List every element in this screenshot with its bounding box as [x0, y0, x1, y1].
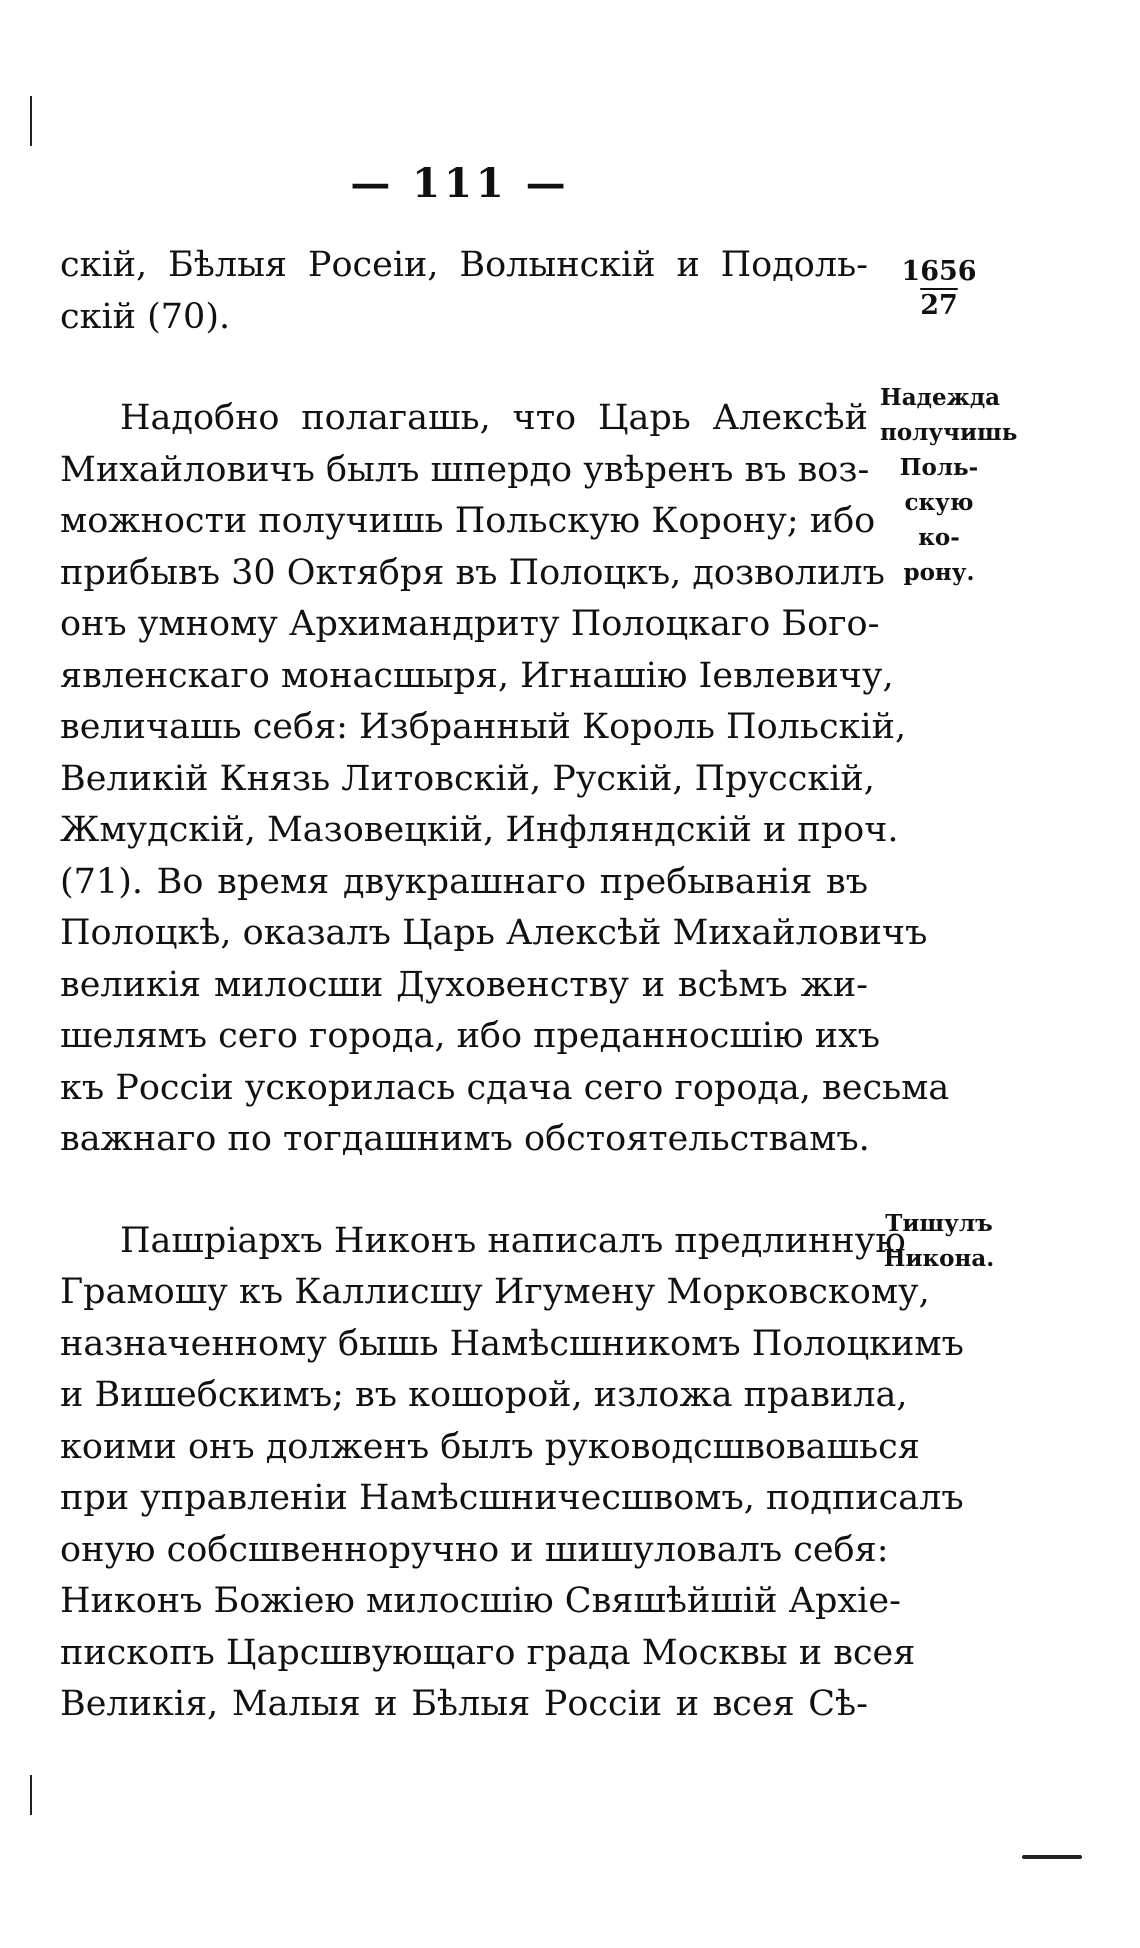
text-line: пископъ Царсшвующаго града Москвы и всея: [60, 1632, 916, 1673]
text-line: Жмудскій, Мазовецкій, Инфляндскій и проч.: [60, 810, 899, 850]
text-line: (71). Во время двукрашнаго пребыванія въ: [60, 861, 868, 902]
text-line: Надобно полагашь, что Царь Алексѣй: [120, 398, 868, 438]
paragraph-2: [60, 393, 950, 1166]
margin-day: 27: [920, 290, 958, 321]
text-line: Никонъ Божіею милосшію Свяшѣйшій Архіе-: [60, 1581, 901, 1621]
margin-note-line: Поль-: [899, 454, 979, 481]
margin-note-line: получишь: [880, 419, 1018, 446]
bottom-right-ink-mark: [1022, 1855, 1082, 1859]
text-line: Грамошу къ Каллисшу Игумену Морковскому,: [60, 1272, 930, 1312]
text-line: и Вишебскимъ; въ кошорой, изложа правила,: [60, 1375, 908, 1415]
text-line: прибывъ 30 Октября въ Полоцкъ, дозволилъ: [60, 552, 885, 593]
text-line: великія милосши Духовенству и всѣмъ жи-: [60, 964, 868, 1005]
text-line: онъ умному Архимандриту Полоцкаго Бого-: [60, 604, 880, 644]
text-line: Михайловичъ былъ шпердо увѣренъ въ воз-: [60, 449, 870, 490]
margin-year: 1656: [901, 256, 977, 287]
margin-note-line: скую ко-: [904, 489, 974, 551]
text-line: Пашріархъ Никонъ написалъ предлинную: [120, 1220, 906, 1261]
margin-note-hope: [880, 380, 1018, 590]
text-line: скій, Бѣлыя Росеіи, Волынскій и Подоль-: [60, 245, 868, 285]
text-line: при управленіи Намѣсшничесшвомъ, подписалъ: [60, 1478, 964, 1518]
text-line: Великія, Малыя и Бѣлыя Россіи и всея Сѣ-: [60, 1684, 868, 1724]
margin-note-line: Тишулъ: [885, 1210, 993, 1237]
text-line: явленскаго монасшыря, Игнашію Іевлевичу,: [60, 655, 894, 696]
text-line: къ Россіи ускорилась сдача сего города, весьма: [60, 1067, 950, 1108]
text-line: Великій Князь Литовскій, Рускій, Прусскій,: [60, 758, 875, 799]
text-line: Полоцкѣ, оказалъ Царь Алексѣй Михайловичъ: [60, 913, 928, 953]
text-line: шелямъ сего города, ибо преданносшію ихъ: [60, 1016, 881, 1056]
text-line: скій (70).: [60, 296, 231, 337]
text-line: назначенному бышь Намѣсшникомъ Полоцкимъ: [60, 1323, 964, 1364]
page-number: — 111 —: [350, 160, 570, 207]
text-line: коими онъ долженъ былъ руководсшвовашься: [60, 1426, 920, 1467]
margin-note-line: Никона.: [883, 1245, 995, 1272]
paragraph-1: [60, 240, 868, 343]
margin-note-line: Надежда: [880, 384, 1001, 411]
left-edge-mark: [30, 96, 32, 146]
margin-date: [880, 255, 998, 323]
margin-note-line: рону.: [903, 559, 975, 586]
text-line: важнаго по тогдашнимъ обстоятельствамъ.: [60, 1119, 870, 1159]
text-line: оную собсшвенноручно и шишуловалъ себя:: [60, 1529, 889, 1570]
text-line: можности получишь Польскую Корону; ибо: [60, 501, 876, 541]
text-line: величашь себя: Избранный Король Польскій,: [60, 707, 907, 747]
left-edge-mark: [30, 1775, 32, 1815]
